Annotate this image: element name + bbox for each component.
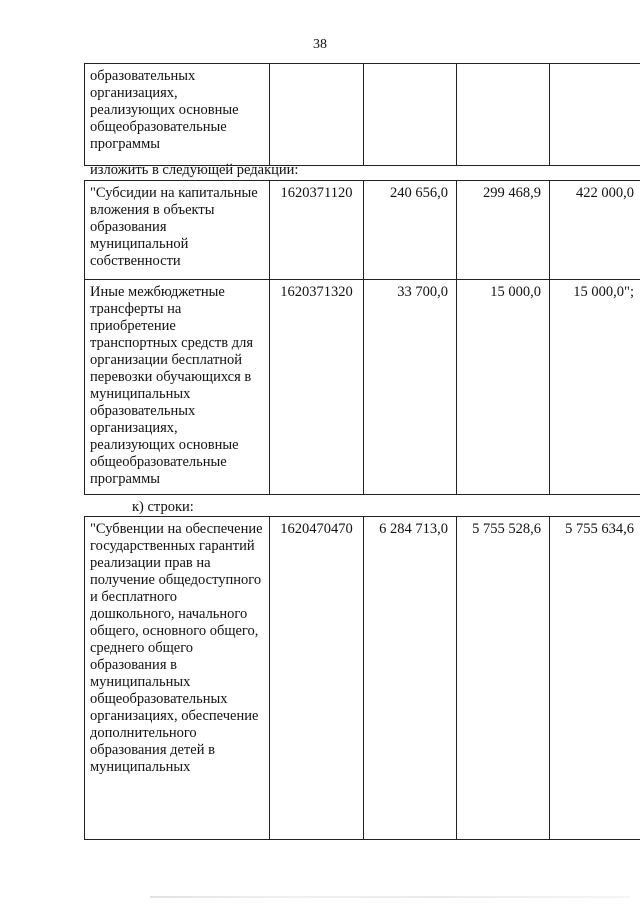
cell-name: "Субсидии на капитальные вложения в объекты образования муниципальной собственности — [85, 181, 270, 280]
cell-value-3 — [550, 64, 640, 166]
instruction-text: изложить в следующей редакции: — [90, 162, 299, 178]
cell-code: 1620371120 — [270, 181, 364, 280]
cell-value-2 — [457, 64, 550, 166]
table-row — [85, 181, 640, 280]
table-fragment-top — [84, 63, 640, 166]
table-new-edition — [84, 180, 640, 495]
table-row — [85, 517, 640, 840]
cell-name: образовательных организациях, реализующих основные общеобразовательные программы — [85, 64, 270, 166]
cell-value-2: 5 755 528,6 — [457, 517, 550, 840]
cell-name: Иные межбюджетные трансферты на приобретение транспортных средств для организации бесплатной перевозки обучающихся в муниципальных образовательных организациях, реализующих основные общеобразовательные программы — [85, 280, 270, 495]
cell-code: 1620470470 — [270, 517, 364, 840]
cell-value-1: 33 700,0 — [364, 280, 457, 495]
cell-value-2: 299 468,9 — [457, 181, 550, 280]
cell-value-3: 15 000,0"; — [550, 280, 640, 495]
table-row — [85, 280, 640, 495]
instruction-text: к) строки: — [132, 499, 194, 515]
cell-value-1: 6 284 713,0 — [364, 517, 457, 840]
cell-value-1 — [364, 64, 457, 166]
cell-value-2: 15 000,0 — [457, 280, 550, 495]
cell-name: "Субвенции на обеспечение государственных гарантий реализации прав на получение общедоступного и бесплатного дошкольного, начального общего, основного общего, среднего общего образования в муниципальных общеобразовательных организациях, обеспечение дополнительного образования детей в муниципальных — [85, 517, 270, 840]
table-rows-k — [84, 516, 640, 840]
cell-value-3: 5 755 634,6 — [550, 517, 640, 840]
cell-value-1: 240 656,0 — [364, 181, 457, 280]
cell-code — [270, 64, 364, 166]
scan-artifact — [150, 896, 630, 898]
cell-code: 1620371320 — [270, 280, 364, 495]
table-row — [85, 64, 640, 166]
page-number: 38 — [313, 37, 327, 52]
cell-value-3: 422 000,0 — [550, 181, 640, 280]
